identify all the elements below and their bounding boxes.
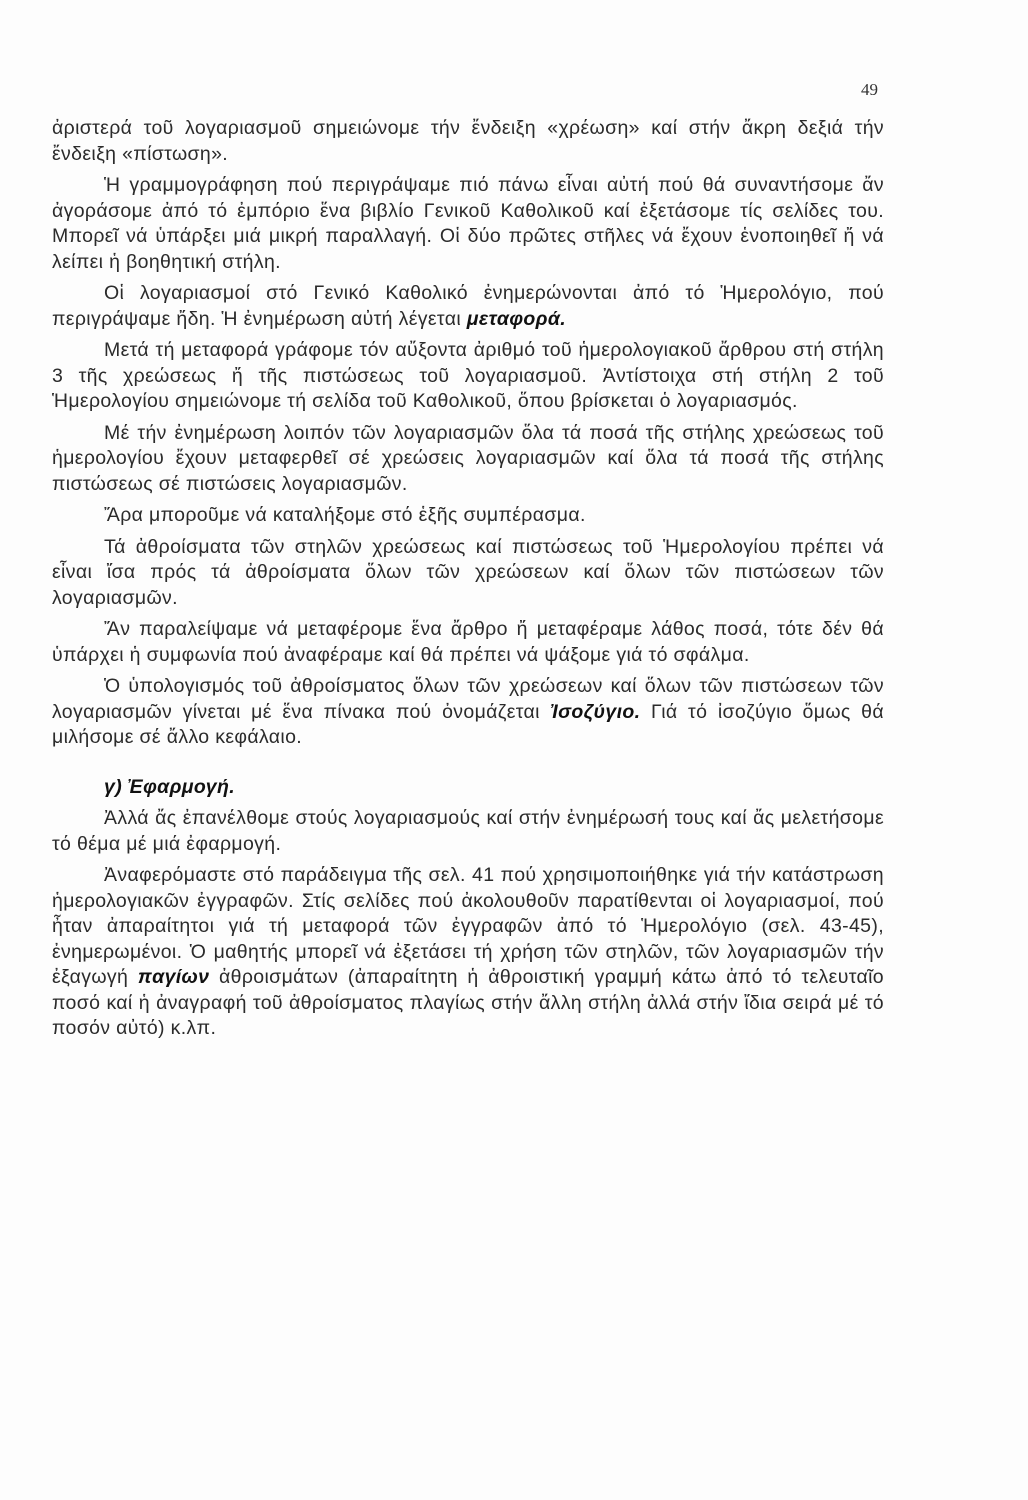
paragraph-2: Ἡ γραμμογράφηση πού περιγράψαμε πιό πάνω εἶναι αὐτή πού θά συναντήσομε ἄν ἀγοράσομε ἀπό τό ἐμπόριο ἕνα βιβλίο Γενικοῦ Καθολικοῦ καί ἐξετάσομε τίς σελίδες του. Μπορεῖ νά ὑπάρξει μιά μικρή παραλλαγή. Οἱ δύο πρῶτες στῆλες νά ἔχουν ἑνοποιηθεῖ ἤ νά λείπει ἡ βοηθητική στήλη. bbox=[52, 174, 884, 273]
body-text bbox=[52, 116, 884, 1048]
paragraph-1: ἀριστερά τοῦ λογαριασμοῦ σημειώνομε τήν ἔνδειξη «χρέωση» καί στήν ἄκρη δεξιά τήν ἔνδειξη «πίστωση». bbox=[52, 117, 884, 165]
section-paragraph-1: Ἀλλά ἄς ἐπανέλθομε στούς λογαριασμούς καί στήν ἐνημέρωσή τους καί ἄς μελετήσομε τό θέμα μέ μιά ἐφαρμογή. bbox=[52, 807, 884, 855]
paragraph-9-text-a: Ὁ ὑπολογισμός τοῦ ἀθροίσματος ὅλων τῶν χρεώσεων καί ὅλων τῶν πιστώσεων τῶν λογαριασμῶν γίνεται μέ ἕνα πίνακα πού ὀνομάζεται bbox=[52, 675, 884, 723]
paragraph-3-text: Οἱ λογαριασμοί στό Γενικό Καθολικό ἐνημερώνονται ἀπό τό Ἡμερολόγιο, πού περιγράψαμε ἤδη. Ἡ ἐνημέρωση αὐτή λέγεται bbox=[52, 282, 884, 330]
paragraph-4: Μετά τή μεταφορά γράφομε τόν αὔξοντα ἀριθμό τοῦ ἡμερολογιακοῦ ἄρθρου στή στήλη 3 τῆς χρεώσεως ἤ τῆς πιστώσεως τοῦ λογαριασμοῦ. Ἀντίστοιχα στή στήλη 2 τοῦ Ἡμερολογίου σημειώνομε τή σελίδα τοῦ Καθολικοῦ, ὅπου βρίσκεται ὁ λογαριασμός. bbox=[52, 339, 884, 412]
paragraph-8: Ἄν παραλείψαμε νά μεταφέρομε ἕνα ἄρθρο ἤ μεταφέραμε λάθος ποσά, τότε δέν θά ὑπάρχει ἡ συμφωνία πού ἀναφέραμε καί θά πρέπει νά ψάξομε γιά τό σφάλμα. bbox=[52, 618, 884, 666]
section-paragraph-2 bbox=[52, 863, 884, 1042]
paragraph-9-text-b: Γιά τό ἰσοζύγιο ὅμως θά μιλήσομε σέ ἄλλο κεφάλαιο. bbox=[52, 700, 884, 748]
page-number: 49 bbox=[861, 80, 878, 99]
paragraph-5: Μέ τήν ἐνημέρωση λοιπόν τῶν λογαριασμῶν ὅλα τά ποσά τῆς στήλης χρεώσεως τοῦ ἡμερολογίου ἔχουν μεταφερθεῖ σέ χρεώσεις λογαριασμῶν καί ὅλα τά ποσά τῆς στήλης πιστώσεως σέ πιστώσεις λογαριασμῶν. bbox=[52, 421, 884, 495]
term-metafora: μεταφορά. bbox=[466, 307, 567, 330]
paragraph-9 bbox=[52, 674, 884, 751]
section-heading: γ) Ἐφαρμογή. bbox=[104, 775, 235, 798]
paragraph-3 bbox=[52, 281, 884, 332]
section-paragraph-2-text-b: ἀθροισμάτων (ἀπαραίτητη ἡ ἀθροιστική γραμμή κάτω ἀπό τό τελευταῖο ποσό καί ἡ ἀναγραφή τοῦ ἀθροίσματος πλαγίως στήν ἄλλη στήλη ἀλλά στήν ἴδια σειρά μέ τό ποσόν αὐτό) κ.λπ. bbox=[52, 966, 884, 1039]
paragraph-6: Ἄρα μποροῦμε νά καταλήξομε στό ἑξῆς συμπέρασμα. bbox=[104, 504, 586, 526]
term-isozygio: Ἰσοζύγιο. bbox=[550, 700, 641, 723]
paragraph-7: Τά ἀθροίσματα τῶν στηλῶν χρεώσεως καί πιστώσεως τοῦ Ἡμερολογίου πρέπει νά εἶναι ἴσα πρός τά ἀθροίσματα ὅλων τῶν χρεώσεων καί ὅλων τῶν πιστώσεων τῶν λογαριασμῶν. bbox=[52, 535, 884, 609]
section-paragraph-2-text-a: Ἀναφερόμαστε στό παράδειγμα τῆς σελ. 41 πού χρησιμοποιήθηκε γιά τήν κατάστρωση ἡμερολογιακῶν ἐγγραφῶν. Στίς σελίδες πού ἀκολουθοῦν παρατίθενται οἱ λογαριασμοί, πού ἦταν ἀπαραίτητοι γιά τή μεταφορά τῶν ἐγγραφῶν ἀπό τό Ἡμερολόγιο (σελ. 43-45), ἐνημερωμένοι. Ὁ μαθητής μπορεῖ νά ἐξετάσει τή χρήση τῶν στηλῶν, τῶν λογαριασμῶν τήν ἐξαγωγή bbox=[52, 864, 884, 988]
term-pagion: παγίων bbox=[137, 966, 210, 988]
